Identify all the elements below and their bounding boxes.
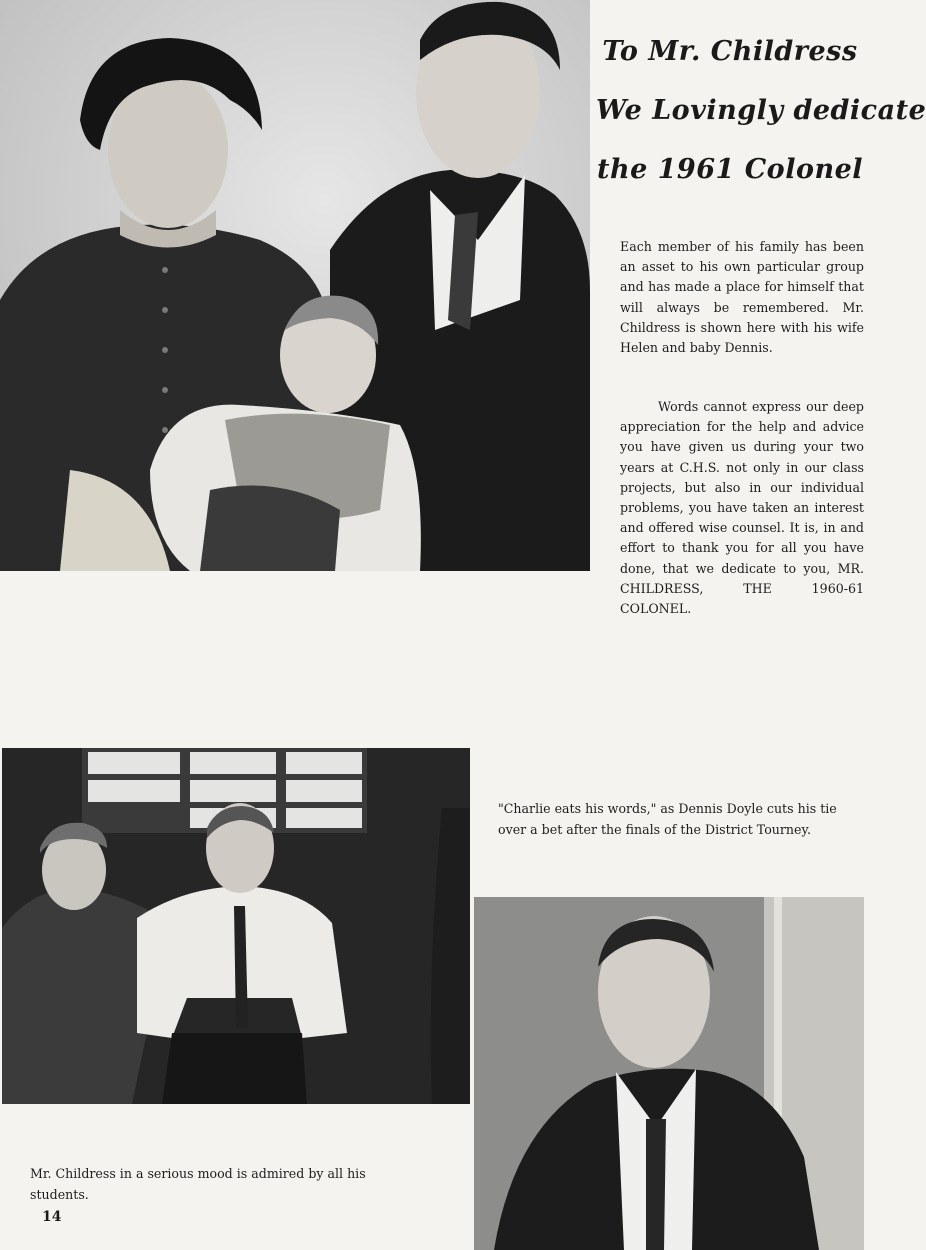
- dedication-title: [596, 22, 926, 199]
- tie-cutting-photo: [2, 748, 470, 1104]
- tie-cutting-caption: "Charlie eats his words," as Dennis Doyle cuts his tie over a bet after the finals of the District Tourney.: [498, 801, 837, 837]
- page-number: 14: [42, 1209, 62, 1225]
- serious-mood-caption: Mr. Childress in a serious mood is admired by all his students.: [30, 1166, 366, 1202]
- dedication-title-line-2: We Lovingly dedicate: [596, 95, 926, 126]
- family-portrait-photo: [0, 0, 590, 571]
- serious-portrait-photo: [474, 897, 864, 1250]
- appreciation-paragraph-block: [620, 397, 864, 619]
- dedication-title-line-3: the 1961 Colonel: [596, 154, 864, 185]
- family-paragraph: Each member of his family has been an asset to his own particular group and has made a place for himself that will always be remembered. Mr. Childress is shown here with his wife Helen and baby Dennis.: [620, 239, 864, 356]
- dedication-title-line-1: To Mr. Childress: [602, 36, 858, 67]
- appreciation-paragraph: Words cannot express our deep appreciation for the help and advice you have given us during your two years at C.H.S. not only in our class projects, but also in our individual problems, you have taken an interest and offered wise counsel. It is, in and effort to thank you for all you have done, that we dedicate to you, MR. CHILDRESS, THE 1960-61 COLONEL.: [620, 399, 864, 617]
